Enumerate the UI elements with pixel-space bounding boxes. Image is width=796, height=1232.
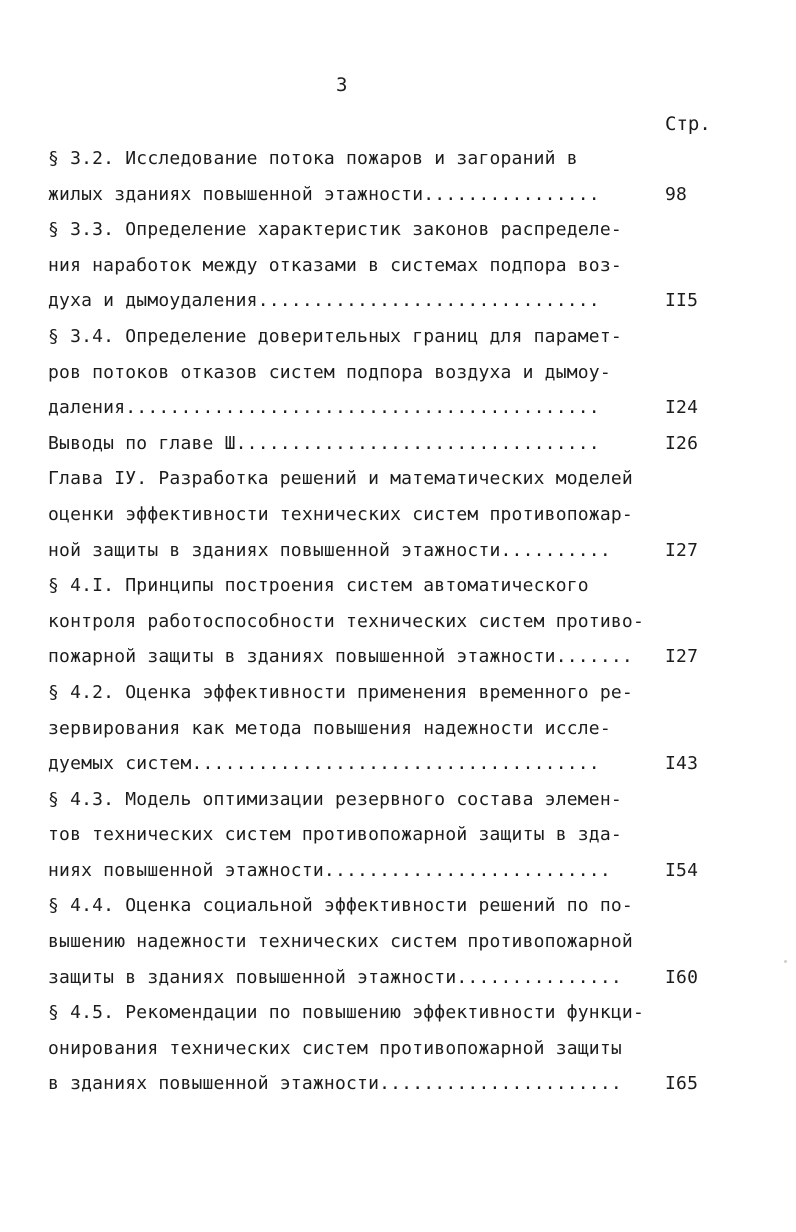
toc-line: [48, 995, 708, 1031]
toc-line: [48, 1066, 708, 1102]
toc-line-text: защиты в зданиях повышенной этажности...............: [48, 966, 622, 988]
toc-line-text: даления...........................................: [48, 397, 600, 419]
toc-line: [48, 746, 708, 782]
toc-line-text: жилых зданиях повышенной этажности................: [48, 183, 600, 205]
toc-line-text: § 4.I. Принципы построения систем автоматического: [48, 575, 589, 597]
toc-line-text: пожарной защиты в зданиях повышенной этажности.......: [48, 646, 633, 668]
toc-line-page: 98: [665, 183, 688, 205]
toc-line: [48, 711, 708, 747]
toc-line: [48, 248, 708, 284]
toc-line-page: I27: [665, 539, 699, 561]
toc-line: [48, 675, 708, 711]
toc-line: [48, 604, 708, 640]
toc-line: [48, 568, 708, 604]
toc-line-text: § 3.3. Определение характеристик законов распределе-: [48, 219, 622, 241]
toc-line-text: Глава IУ. Разработка решений и математических моделей: [48, 468, 633, 490]
toc-line-text: духа и дымоудаления...............................: [48, 290, 600, 312]
page-number: 3: [336, 74, 348, 96]
toc-line-text: ниях повышенной этажности..........................: [48, 859, 611, 881]
toc-line-text: вышению надежности технических систем противопожарной: [48, 931, 633, 953]
toc-line: [48, 533, 708, 569]
toc-line-text: оценки эффективности технических систем противопожар-: [48, 503, 633, 525]
toc-line-text: Выводы по главе Ш.................................: [48, 432, 600, 454]
toc-line-text: онирования технических систем противопожарной защиты: [48, 1037, 622, 1059]
toc-line-text: § 4.2. Оценка эффективности применения временного ре-: [48, 681, 633, 703]
toc-line: [48, 390, 708, 426]
scan-speck: [784, 960, 787, 963]
page-column-header: Стр.: [665, 113, 711, 135]
toc-line: [48, 426, 708, 462]
toc-line-text: ров потоков отказов систем подпора воздуха и дымоу-: [48, 361, 611, 383]
table-of-contents: [48, 141, 708, 1102]
toc-line: [48, 924, 708, 960]
toc-line-text: дуемых систем.....................................: [48, 753, 600, 775]
toc-line-page: I24: [665, 397, 699, 419]
toc-line-page: I27: [665, 646, 699, 668]
toc-line-text: тов технических систем противопожарной защиты в зда-: [48, 824, 622, 846]
toc-line-page: II5: [665, 290, 699, 312]
toc-line-text: § 4.4. Оценка социальной эффективности решений по по-: [48, 895, 633, 917]
toc-line: [48, 960, 708, 996]
toc-line: [48, 319, 708, 355]
toc-line-page: I54: [665, 859, 699, 881]
toc-line: [48, 1031, 708, 1067]
toc-line: [48, 283, 708, 319]
toc-line-page: I26: [665, 432, 699, 454]
toc-line: [48, 782, 708, 818]
toc-line: [48, 817, 708, 853]
toc-line-text: контроля работоспособности технических систем противо-: [48, 610, 644, 632]
toc-line: [48, 355, 708, 391]
toc-line: [48, 212, 708, 248]
toc-line: [48, 853, 708, 889]
toc-line: [48, 177, 708, 213]
toc-line-text: § 4.3. Модель оптимизации резервного состава элемен-: [48, 788, 622, 810]
toc-line: [48, 888, 708, 924]
toc-line-text: зервирования как метода повышения надежности иссле-: [48, 717, 611, 739]
toc-line-text: ной защиты в зданиях повышенной этажности..........: [48, 539, 611, 561]
toc-line-text: § 4.5. Рекомендации по повышению эффективности функци-: [48, 1002, 644, 1024]
toc-line-page: I65: [665, 1073, 699, 1095]
toc-line: [48, 461, 708, 497]
toc-line-page: I43: [665, 753, 699, 775]
toc-line-text: в зданиях повышенной этажности......................: [48, 1073, 622, 1095]
toc-line: [48, 497, 708, 533]
toc-line-text: ния наработок между отказами в системах подпора воз-: [48, 254, 622, 276]
toc-line: [48, 141, 708, 177]
toc-line: [48, 639, 708, 675]
toc-line-page: I60: [665, 966, 699, 988]
toc-line-text: § 3.2. Исследование потока пожаров и загораний в: [48, 148, 578, 169]
toc-line-text: § 3.4. Определение доверительных границ для парамет-: [48, 325, 622, 347]
